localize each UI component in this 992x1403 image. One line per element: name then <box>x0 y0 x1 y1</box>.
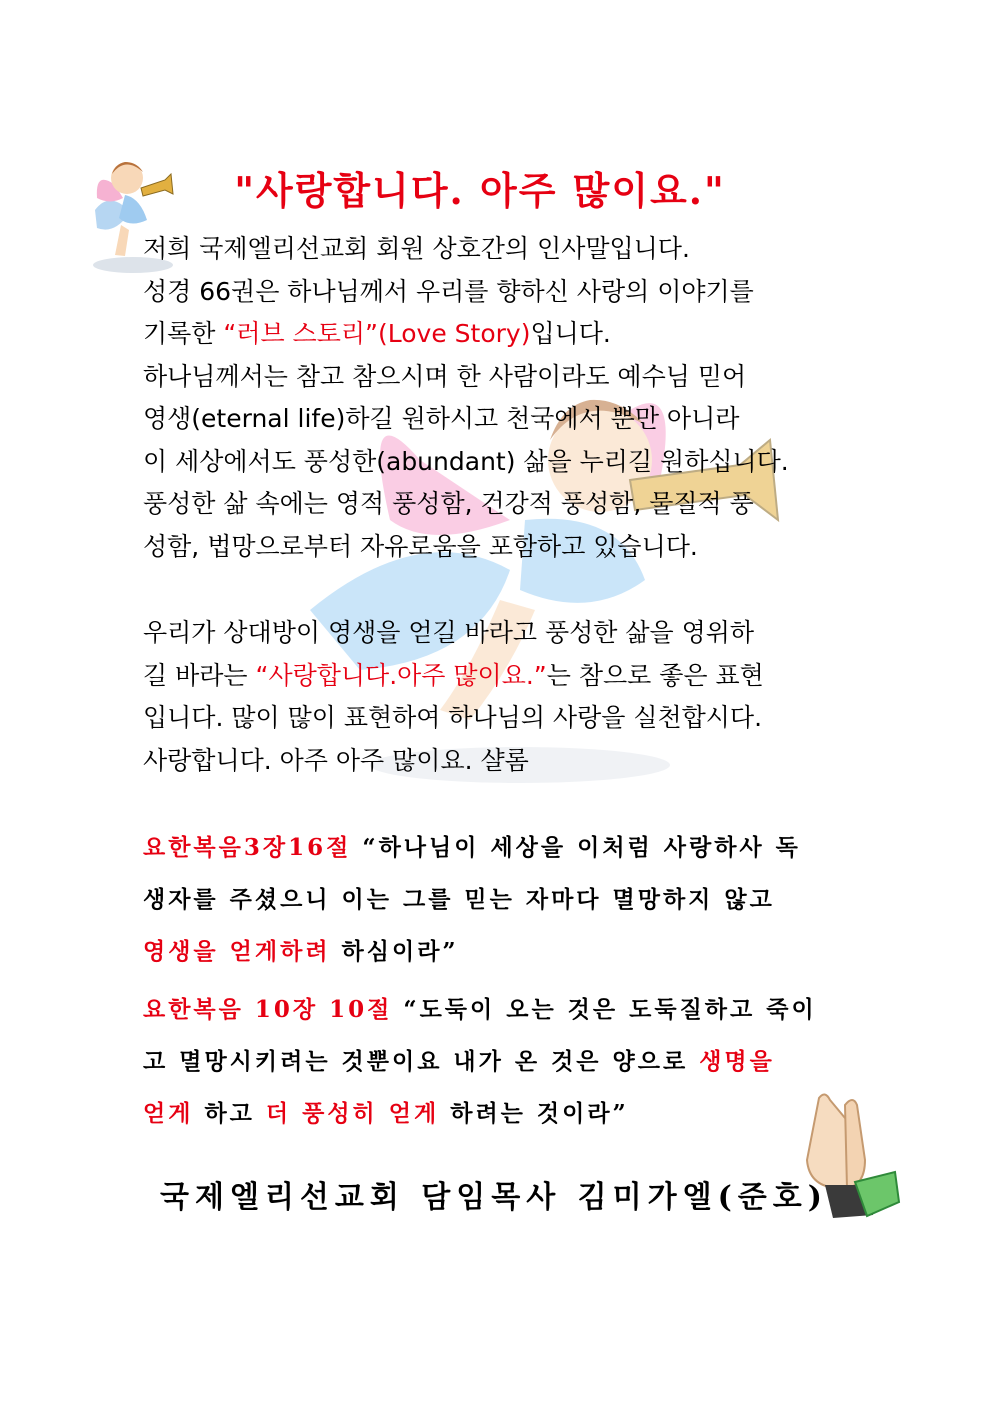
body-text: 고 멸망시키려는 것뿐이요 내가 온 것은 양으로 <box>143 1048 700 1075</box>
text-line <box>143 697 851 740</box>
text-line <box>143 984 851 1036</box>
highlight-text: (Love Story) <box>378 319 531 348</box>
text-line <box>143 356 851 399</box>
page-title: "사랑합니다. 아주 많이요." <box>234 168 726 213</box>
highlight-text: 영생을 얻게하려 <box>143 938 331 965</box>
body-text: 생자를 주셨으니 이는 그를 믿는 자마다 멸망하지 않고 <box>143 886 775 913</box>
text-line <box>143 655 851 698</box>
text-line <box>143 271 851 314</box>
body-text: 길 바라는 <box>143 660 256 690</box>
body-text: “도둑이 오는 것은 도둑질하고 죽이 <box>392 996 817 1023</box>
text-line <box>143 483 851 526</box>
body-text: 풍성한 삶 속에는 영적 풍성함, 건강적 풍성함, 물질적 풍 <box>143 489 754 518</box>
highlight-text: 요한복음3장16절 <box>143 834 352 861</box>
intro-paragraph <box>143 228 851 568</box>
text-line <box>143 398 851 441</box>
greeting-paragraph <box>143 612 851 782</box>
body-text: 영생(eternal life)하길 원하시고 천국에서 뿐만 아니라 <box>143 404 740 433</box>
highlight-text: “사랑합니다.아주 많이요.” <box>255 660 547 690</box>
text-line <box>143 740 851 783</box>
text-line <box>143 228 851 271</box>
body-text: 기록한 <box>143 319 224 348</box>
body-text: 우리가 상대방이 영생을 얻길 바라고 풍성한 삶을 영위하 <box>143 618 755 647</box>
highlight-text: 요한복음 10장 10절 <box>143 996 393 1023</box>
text-line <box>143 874 851 926</box>
body-text: 성함, 법망으로부터 자유로움을 포함하고 있습니다. <box>143 531 698 561</box>
verse-john-3-16 <box>143 822 851 978</box>
body-text: 하나님께서는 참고 참으시며 한 사람이라도 예수님 믿어 <box>143 361 747 391</box>
verse-john-10-10 <box>143 984 851 1140</box>
text-line <box>143 612 851 655</box>
text-line <box>143 526 851 569</box>
body-text: 입니다. 많이 많이 표현하여 하나님의 사랑을 실천합시다. <box>143 703 763 732</box>
body-text: “하나님이 세상을 이처럼 사랑하사 독 <box>351 834 801 861</box>
highlight-text: 얻게 <box>143 1100 194 1127</box>
signature: 국제엘리선교회 담임목사 김미가엘(준호) <box>160 1180 828 1215</box>
text-line <box>143 313 851 356</box>
body-text: 는 참으로 좋은 표현 <box>546 660 764 690</box>
body-text: 이 세상에서도 풍성한(abundant) 삶을 누리길 원하십니다. <box>143 446 789 476</box>
body-text: 하고 <box>193 1100 266 1127</box>
highlight-text: 더 풍성히 얻게 <box>265 1100 440 1127</box>
text-line <box>143 1036 851 1088</box>
text-line <box>143 822 851 874</box>
body-text: 성경 66권은 하나님께서 우리를 향하신 사랑의 이야기를 <box>143 276 754 306</box>
body-text: 사랑합니다. 아주 아주 많이요. 샬롬 <box>143 745 529 775</box>
text-line <box>143 1088 851 1140</box>
body-text: 하심이라” <box>330 938 459 965</box>
highlight-text: “러브 스토리” <box>223 319 379 348</box>
text-line <box>143 926 851 978</box>
body-text: 저희 국제엘리선교회 회원 상호간의 인사말입니다. <box>143 234 690 263</box>
body-text: 입니다. <box>530 319 611 348</box>
highlight-text: 생명을 <box>699 1048 775 1075</box>
text-line <box>143 441 851 484</box>
body-text: 하려는 것이라” <box>439 1100 629 1127</box>
